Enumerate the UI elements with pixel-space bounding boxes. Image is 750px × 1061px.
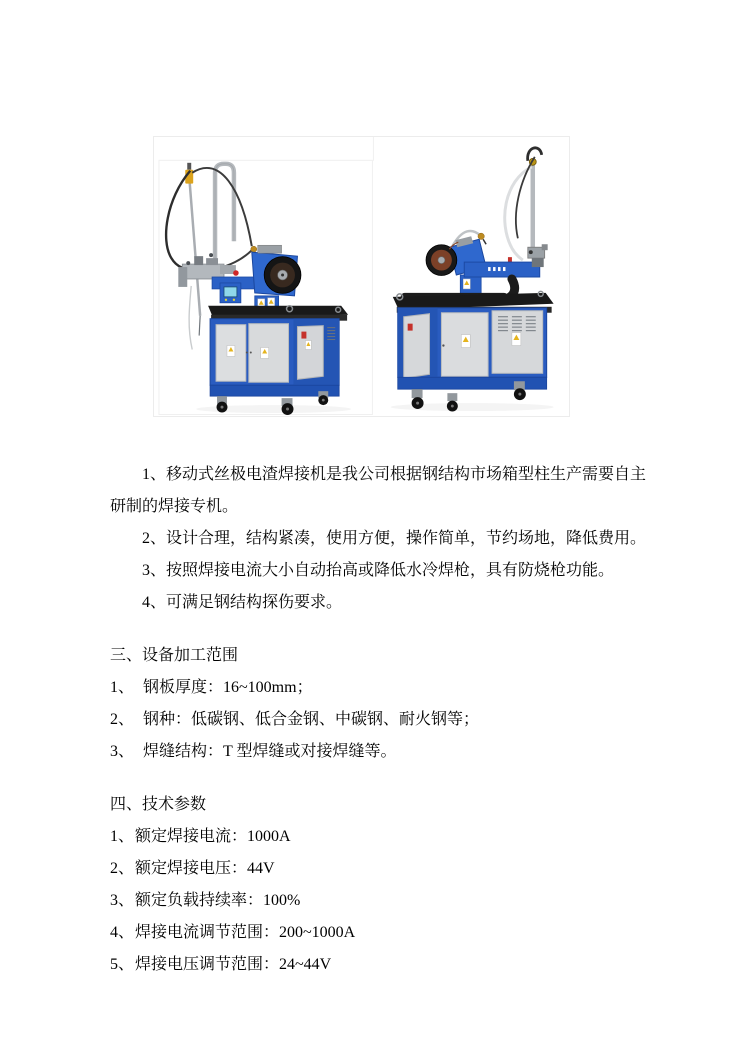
intro-item-2: 2、设计合理，结构紧凑，使用方便，操作简单，节约场地，降低费用。 (142, 530, 647, 547)
spacer (110, 768, 652, 789)
beam (464, 262, 539, 277)
wire-spool (264, 257, 301, 294)
list-item (110, 736, 652, 768)
list-item-number: 1、 (110, 828, 135, 845)
intro-item-4: 4、可满足钢结构探伤要求。 (142, 594, 343, 611)
brass-connector (478, 233, 484, 239)
red-button (233, 270, 239, 276)
list-item-text: 钢板厚度：16~100mm； (143, 679, 313, 696)
section-heading-processing-range: 三、设备加工范围 (110, 647, 239, 664)
list-item-text: 焊缝结构：T 型焊缝或对接焊缝等。 (143, 743, 397, 760)
control-screen (224, 287, 237, 297)
cabinet (210, 319, 339, 396)
brass-connector (251, 246, 257, 252)
list-item-text: 额定焊接电压：44V (135, 860, 275, 877)
intro-item-1-line-1: 1、移动式丝极电渣焊接机是我公司根据钢结构市场箱型柱生产需要自主 (142, 466, 647, 483)
list-item-text: 钢种：低碳钢、低合金钢、中碳钢、耐火钢等； (143, 711, 480, 728)
list-item (110, 949, 652, 981)
list-item-number: 1、 (110, 679, 135, 696)
intro-item-1-line-2: 研制的焊接专机。 (110, 498, 239, 515)
control-box (220, 283, 241, 303)
list-item-number: 3、 (110, 892, 135, 909)
list-item-text: 焊接电流调节范围：200~1000A (135, 924, 356, 941)
cable-loop (166, 171, 192, 269)
list-item-text: 焊接电压调节范围：24~44V (135, 956, 332, 973)
product-photo[interactable] (153, 136, 570, 417)
red-label (301, 332, 306, 339)
list-item-text: 额定负载持续率：100% (135, 892, 301, 909)
list-item (110, 672, 652, 704)
right-machine (391, 148, 554, 412)
cabinet (398, 308, 547, 389)
spacer (110, 619, 652, 640)
list-item (110, 885, 652, 917)
intro-item-3: 3、按照焊接电流大小自动抬高或降低水冷焊枪，具有防烧枪功能。 (142, 562, 615, 579)
list-item-number: 3、 (110, 743, 135, 760)
list-item (110, 821, 652, 853)
list-item-number: 5、 (110, 956, 135, 973)
document-body (110, 459, 652, 981)
left-machine (166, 163, 351, 415)
list-item-text: 额定焊接电流：1000A (135, 828, 291, 845)
list-item-number: 2、 (110, 860, 135, 877)
list-item-number: 4、 (110, 924, 135, 941)
red-label (408, 324, 413, 331)
list-item (110, 704, 652, 736)
water-hose (505, 167, 532, 260)
list-item (110, 853, 652, 885)
list-item-number: 2、 (110, 711, 135, 728)
section-heading-technical-parameters: 四、技术参数 (110, 796, 207, 813)
guide-tube (215, 164, 234, 270)
list-item (110, 917, 652, 949)
welding-machines-image (154, 137, 569, 416)
